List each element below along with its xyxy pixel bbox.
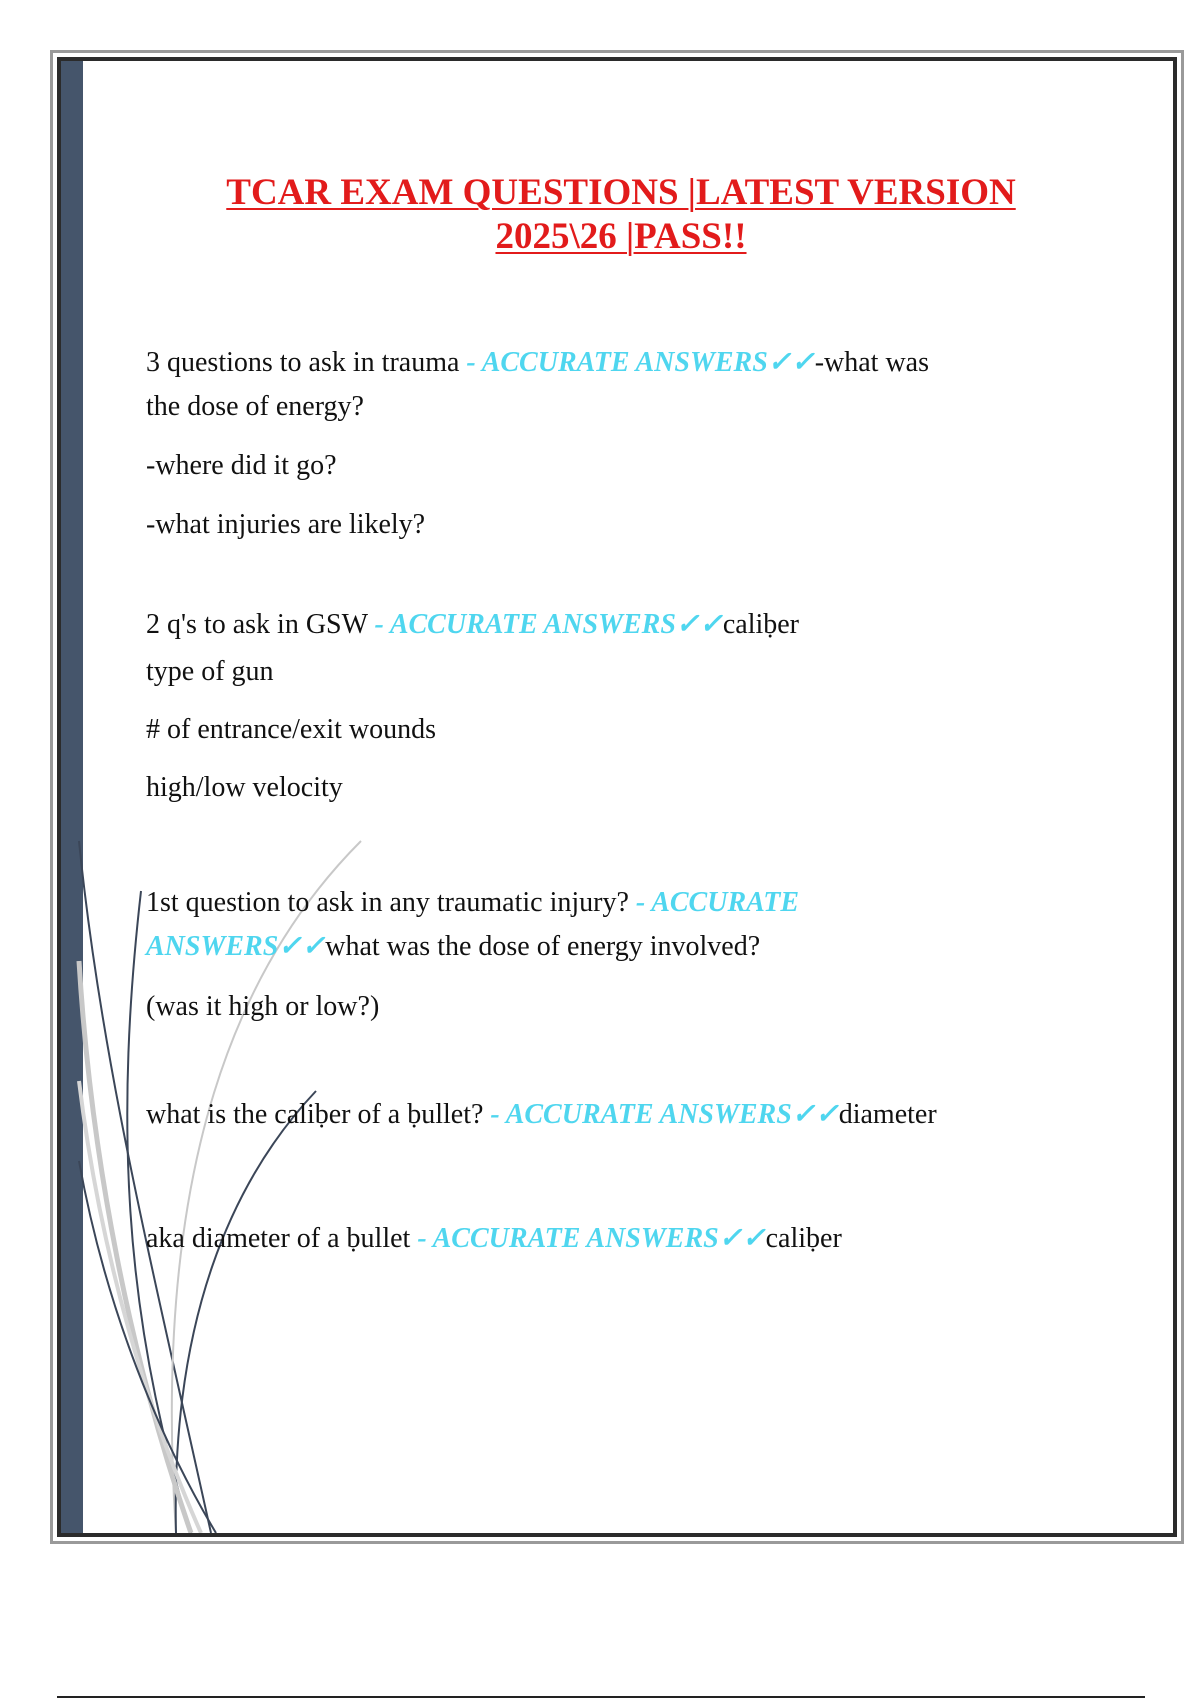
- answer-tag: - ACCURATE ANSWERS✓✓: [417, 1223, 766, 1254]
- answer-tag: - ACCURATE ANSWERS✓✓: [466, 347, 815, 378]
- answer-line: -where did it go?: [146, 450, 337, 481]
- document-title: [161, 171, 1081, 259]
- qa-answer-line: [146, 925, 1106, 969]
- answer-tag: - ACCURATE ANSWERS✓✓: [374, 609, 723, 640]
- qa-question-line: [146, 1093, 1106, 1137]
- question-text: 3 questions to ask in trauma: [146, 347, 467, 378]
- answer-line: high/low velocity: [146, 772, 343, 803]
- answer-line: (was it high or low?): [146, 991, 380, 1022]
- qa-question-line: [146, 603, 1106, 647]
- answer-line: -what injuries are likely?: [146, 509, 426, 540]
- qa-item: [146, 1217, 1106, 1261]
- question-text: 1st question to ask in any traumatic injury?: [146, 887, 636, 918]
- qa-item: [146, 341, 1106, 547]
- answer-text: -what was: [814, 347, 929, 378]
- qa-item: [146, 1093, 1106, 1137]
- answer-text: diameter: [838, 1099, 937, 1130]
- question-text: aka diameter of a ḅullet: [146, 1223, 418, 1254]
- answer-tag: - ACCURATE: [635, 887, 800, 918]
- qa-item: [146, 881, 1106, 1029]
- page-border-inner: [57, 57, 1177, 1537]
- answer-line: type of gun: [146, 656, 274, 687]
- answer-text: what was the dose of energy involved?: [325, 931, 761, 962]
- answer-tag: ANSWERS✓✓: [146, 931, 326, 962]
- qa-question-line: [146, 1217, 1106, 1261]
- question-text: what is the caliḅer of a ḅullet?: [146, 1099, 491, 1130]
- answer-line: # of entrance/exit wounds: [146, 714, 437, 745]
- answer-text: caliḅer: [765, 1223, 842, 1254]
- qa-question-line: [146, 341, 1106, 385]
- qa-question-line: [146, 881, 1106, 925]
- answer-tag: - ACCURATE ANSWERS✓✓: [490, 1099, 839, 1130]
- title-line-1: TCAR EXAM QUESTIONS |LATEST VERSION: [226, 172, 1016, 213]
- answer-line: the dose of energy?: [146, 391, 364, 422]
- answer-text: caliḅer: [722, 609, 800, 640]
- title-line-2: 2025\26 |PASS!!: [495, 216, 747, 257]
- qa-item: [146, 603, 1106, 810]
- bottom-divider: [57, 1696, 1145, 1698]
- question-text: 2 q's to ask in GSW: [146, 609, 375, 640]
